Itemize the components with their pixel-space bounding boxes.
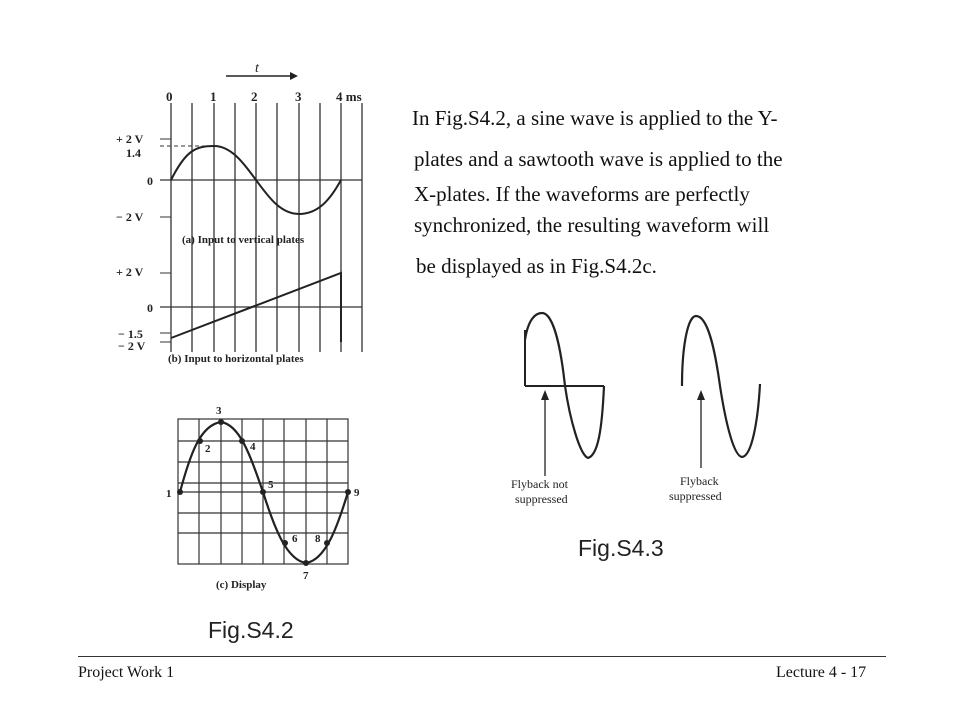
footer-divider bbox=[78, 656, 886, 657]
point-label-8: 8 bbox=[315, 533, 321, 545]
point-label-9: 9 bbox=[354, 487, 360, 499]
paragraph-line-4: synchronized, the resulting waveform will bbox=[414, 213, 770, 237]
panel-b-ylabel-2v: + 2 V bbox=[116, 265, 144, 279]
panel-a-label: (a) Input to vertical plates bbox=[182, 234, 305, 246]
footer-course-title: Project Work 1 bbox=[78, 664, 175, 681]
panel-b-label: (b) Input to horizontal plates bbox=[168, 353, 304, 365]
paragraph-line-5: be displayed as in Fig.S4.2c. bbox=[416, 254, 657, 278]
panel-a-ylabel-neg2v: − 2 V bbox=[116, 210, 144, 224]
point-label-3: 3 bbox=[216, 405, 222, 417]
point-label-5: 5 bbox=[268, 479, 274, 491]
panel-a-ylabel-2v: + 2 V bbox=[116, 132, 144, 146]
panel-c-label: (c) Display bbox=[216, 579, 267, 591]
time-axis-label: t bbox=[255, 61, 259, 76]
point-label-4: 4 bbox=[250, 441, 256, 453]
fig-s4-2-caption: Fig.S4.2 bbox=[208, 617, 294, 643]
panel-a-ylabel-1-4: 1.4 bbox=[126, 146, 141, 160]
panel-b-ylabel-0: 0 bbox=[147, 301, 153, 315]
time-tick-3: 3 bbox=[295, 89, 302, 104]
panel-a-ylabel-0: 0 bbox=[147, 174, 153, 188]
point-label-1: 1 bbox=[166, 488, 172, 500]
fig-s4-3-caption: Fig.S4.3 bbox=[578, 535, 664, 561]
paragraph-line-1: In Fig.S4.2, a sine wave is applied to the Y- bbox=[412, 106, 778, 130]
point-label-2: 2 bbox=[205, 443, 211, 455]
footer-lecture-number: Lecture 4 - 17 bbox=[776, 664, 867, 681]
paragraph-line-2: plates and a sawtooth wave is applied to the bbox=[414, 147, 783, 171]
time-tick-0: 0 bbox=[166, 89, 173, 104]
panel-b-ylabel-neg2v: − 2 V bbox=[118, 339, 146, 353]
label-flyback-not-suppressed-2: suppressed bbox=[515, 492, 568, 506]
point-label-6: 6 bbox=[292, 533, 298, 545]
waveform-flyback-suppressed bbox=[682, 316, 760, 457]
paragraph-line-3: X-plates. If the waveforms are perfectly bbox=[414, 182, 750, 206]
time-tick-4: 4 ms bbox=[336, 89, 362, 104]
label-flyback-suppressed-2: suppressed bbox=[669, 489, 722, 503]
time-tick-1: 1 bbox=[210, 89, 217, 104]
point-label-7: 7 bbox=[303, 570, 309, 582]
time-tick-2: 2 bbox=[251, 89, 258, 104]
label-flyback-not-suppressed-1: Flyback not bbox=[511, 477, 568, 491]
label-flyback-suppressed-1: Flyback bbox=[680, 474, 719, 488]
panel-b-ylabel-neg1-5: − 1.5 bbox=[118, 327, 143, 341]
